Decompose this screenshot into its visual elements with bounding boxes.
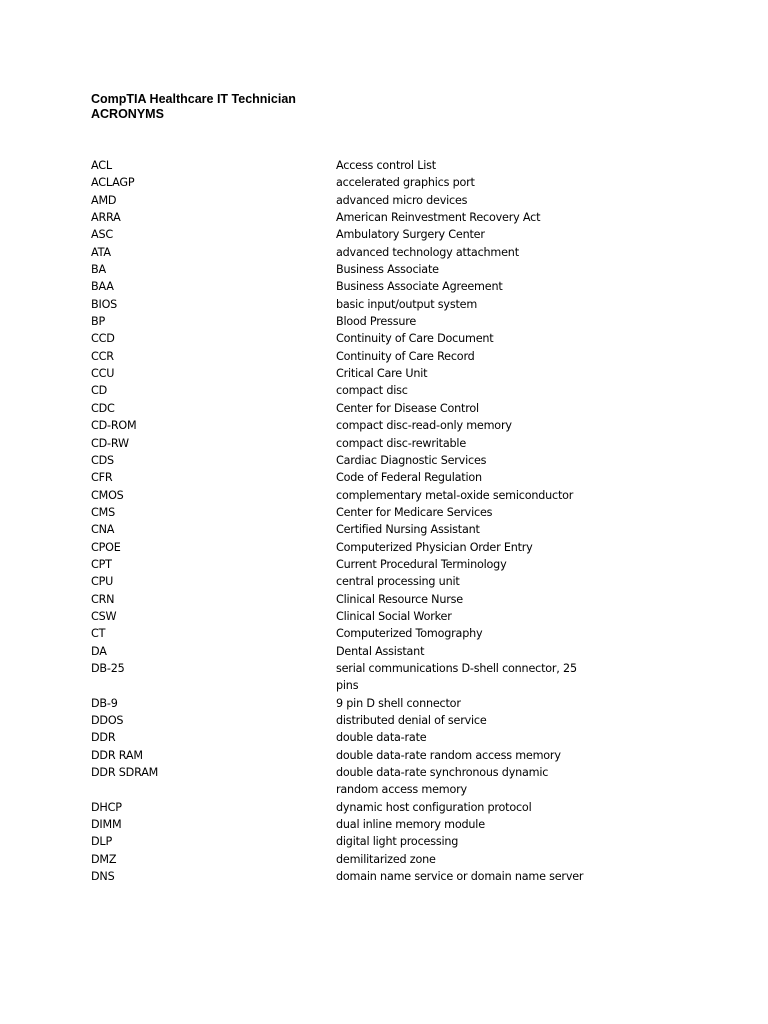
acronym-definition: Business Associate Agreement (336, 280, 503, 294)
acronym-entry (91, 469, 611, 486)
acronym-definition: accelerated graphics port (336, 176, 475, 190)
acronym-term: ATA (91, 245, 111, 259)
acronym-entry (91, 382, 611, 399)
acronym-entry (91, 833, 611, 850)
acronym-term: CPT (91, 557, 112, 571)
acronym-list (91, 157, 611, 885)
acronym-term: CPOE (91, 540, 121, 554)
acronym-definition: Current Procedural Terminology (336, 557, 507, 571)
acronym-entry (91, 226, 611, 243)
acronym-entry (91, 764, 611, 799)
acronym-definition: Certified Nursing Assistant (336, 523, 480, 537)
acronym-definition: basic input/output system (336, 297, 478, 311)
acronym-entry (91, 643, 611, 660)
acronym-definition: Dental Assistant (336, 644, 425, 658)
acronym-entry (91, 330, 611, 347)
acronym-term: DA (91, 644, 107, 658)
acronym-term: CCR (91, 349, 114, 363)
acronym-definition: Computerized Physician Order Entry (336, 540, 533, 554)
acronym-term: DMZ (91, 852, 117, 866)
acronym-entry (91, 747, 611, 764)
acronym-term: BP (91, 315, 106, 329)
acronym-entry (91, 487, 611, 504)
acronym-definition: central processing unit (336, 575, 460, 589)
acronym-term: CD (91, 384, 108, 398)
acronym-definition: domain name service or domain name server (336, 870, 584, 884)
acronym-term: CPU (91, 575, 114, 589)
acronym-term: CMS (91, 505, 115, 519)
acronym-entry (91, 400, 611, 417)
acronym-definition: Critical Care Unit (336, 367, 428, 381)
acronym-entry (91, 192, 611, 209)
acronym-definition: Business Associate (336, 263, 439, 277)
acronym-definition: Continuity of Care Record (336, 349, 475, 363)
acronym-entry (91, 851, 611, 868)
acronym-definition: American Reinvestment Recovery Act (336, 211, 541, 225)
acronym-term: CSW (91, 609, 117, 623)
acronym-term: CD-ROM (91, 419, 137, 433)
acronym-definition: double data-rate (336, 731, 427, 745)
acronym-definition: 9 pin D shell connector (336, 696, 461, 710)
acronym-term: CT (91, 627, 106, 641)
acronym-definition: digital light processing (336, 835, 459, 849)
document-title: CompTIA Healthcare IT Technician (91, 92, 296, 106)
acronym-definition: Blood Pressure (336, 315, 417, 329)
acronym-term: AMD (91, 193, 117, 207)
acronym-definition: demilitarized zone (336, 852, 436, 866)
acronym-entry (91, 660, 611, 695)
acronym-entry (91, 712, 611, 729)
acronym-term: ASC (91, 228, 113, 242)
acronym-entry (91, 539, 611, 556)
acronym-entry (91, 625, 611, 642)
acronym-term: CFR (91, 471, 113, 485)
acronym-entry (91, 868, 611, 885)
acronym-term: CDC (91, 401, 115, 415)
acronym-entry (91, 608, 611, 625)
acronym-definition: Clinical Social Worker (336, 609, 452, 623)
acronym-definition: Center for Medicare Services (336, 505, 493, 519)
acronym-definition: serial communications D-shell connector, 25 pins (336, 661, 577, 693)
acronym-term: CDS (91, 453, 114, 467)
acronym-entry (91, 591, 611, 608)
acronym-entry (91, 816, 611, 833)
acronym-entry (91, 452, 611, 469)
acronym-entry (91, 417, 611, 434)
acronym-entry (91, 435, 611, 452)
acronym-definition: double data-rate random access memory (336, 748, 561, 762)
acronym-definition: dual inline memory module (336, 818, 485, 832)
acronym-definition: Center for Disease Control (336, 401, 479, 415)
acronym-definition: double data-rate synchronous dynamic random access memory (336, 766, 549, 797)
acronym-term: CCD (91, 332, 115, 346)
acronym-entry (91, 695, 611, 712)
acronym-term: DNS (91, 870, 115, 884)
acronym-term: DDR SDRAM (91, 766, 159, 780)
acronym-definition: advanced micro devices (336, 193, 468, 207)
acronym-term: DB-25 (91, 661, 125, 675)
acronym-entry (91, 365, 611, 382)
document-heading (91, 92, 296, 122)
acronym-entry (91, 799, 611, 816)
acronym-definition: Cardiac Diagnostic Services (336, 453, 487, 467)
acronym-term: DB-9 (91, 696, 118, 710)
acronym-term: BIOS (91, 297, 118, 311)
acronym-definition: Access control List (336, 159, 436, 172)
acronym-entry (91, 174, 611, 191)
acronym-entry (91, 157, 611, 174)
acronym-entry (91, 573, 611, 590)
acronym-term: CCU (91, 367, 115, 381)
acronym-definition: distributed denial of service (336, 714, 487, 727)
acronym-term: CMOS (91, 488, 124, 502)
acronym-entry (91, 521, 611, 538)
acronym-entry (91, 278, 611, 295)
acronym-definition: dynamic host configuration protocol (336, 800, 532, 814)
acronym-term: DDOS (91, 714, 124, 727)
acronym-entry (91, 504, 611, 521)
acronym-term: BAA (91, 280, 114, 294)
acronym-definition: compact disc-rewritable (336, 436, 466, 450)
acronym-term: DHCP (91, 800, 122, 814)
acronym-entry (91, 296, 611, 313)
acronym-definition: Ambulatory Surgery Center (336, 228, 485, 242)
acronym-term: CRN (91, 592, 115, 606)
acronym-entry (91, 729, 611, 746)
acronym-definition: Code of Federal Regulation (336, 471, 482, 485)
acronym-definition: compact disc-read-only memory (336, 419, 512, 433)
acronym-definition: advanced technology attachment (336, 245, 519, 259)
acronym-entry (91, 209, 611, 226)
acronym-definition: Continuity of Care Document (336, 332, 494, 346)
acronym-term: ACLAGP (91, 176, 135, 190)
acronym-term: ARRA (91, 211, 121, 225)
acronym-definition: Clinical Resource Nurse (336, 592, 463, 606)
document-subtitle: ACRONYMS (91, 107, 164, 121)
acronym-term: DDR (91, 731, 116, 745)
acronym-term: DLP (91, 835, 112, 849)
acronym-term: CNA (91, 523, 115, 537)
acronym-term: DIMM (91, 818, 122, 832)
acronym-definition: complementary metal-oxide semiconductor (336, 488, 574, 502)
acronym-entry (91, 348, 611, 365)
acronym-definition: compact disc (336, 384, 408, 398)
acronym-entry (91, 261, 611, 278)
acronym-entry (91, 556, 611, 573)
acronym-entry (91, 244, 611, 261)
acronym-entry (91, 313, 611, 330)
acronym-term: DDR RAM (91, 748, 143, 762)
acronym-term: ACL (91, 159, 112, 172)
acronym-definition: Computerized Tomography (336, 627, 483, 641)
acronym-term: CD-RW (91, 436, 129, 450)
acronym-term: BA (91, 263, 106, 277)
